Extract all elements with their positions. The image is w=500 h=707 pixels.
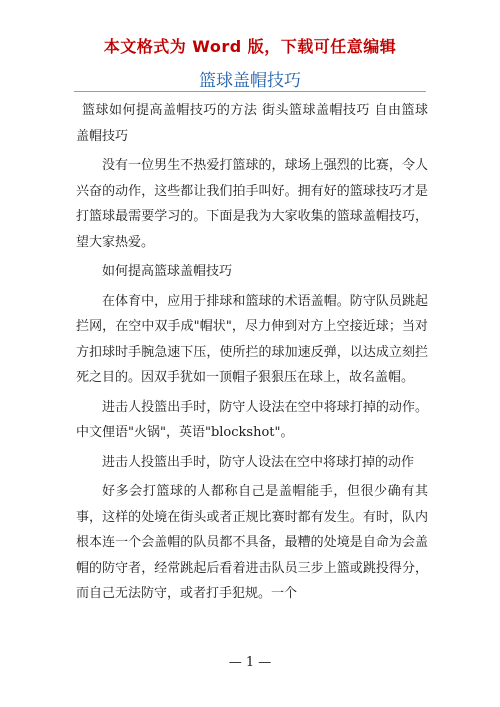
paragraph-discussion: 好多会打篮球的人都称自己是盖帽能手，但很少确有其事，这样的处境在街头或者正规比赛时都有发生。有时，队内根本连一个会盖帽的队员都不具备，最糟的处境是自命为会盖帽的防守者，经常跳起后看着进击队员三步上篮或跳投得分，而自己无法防守，或者打手犯规。一个 [76,484,428,601]
document-body [76,98,428,607]
paragraph-slang: 进击人投篮出手时，防守人设法在空中将球打掉的动作。中文俚语"火锅"，英语"blockshot"。 [76,399,428,440]
title-underline [74,91,426,92]
paragraph-definition: 在体育中，应用于排球和篮球的术语盖帽。防守队员跳起拦网，在空中双手成"帽状"，尽力伸到对方上空接近球；当对方扣球时手腕急速下压，使所拦的球加速反弹，以达成立刻拦死之目的。因双手犹如一顶帽子狠狠压在球上，故名盖帽。 [76,293,428,385]
paragraph-intro: 没有一位男生不热爱打篮球的，球场上强烈的比赛，令人兴奋的动作，这些都让我们拍手叫好。拥有好的篮球技巧才是打篮球最需要学习的。下面是我为大家收集的篮球盖帽技巧，望大家热爱。 [76,158,428,250]
paragraph-subheading: 如何提高篮球盖帽技巧 [102,264,233,279]
paragraph-repeat: 进击人投篮出手时，防守人设法在空中将球打掉的动作 [102,454,415,470]
document-title: 篮球盖帽技巧 [199,71,301,91]
page-number: — 1 — [228,655,272,670]
word-format-banner: 本文格式为 Word 版，下载可任意编辑 [103,37,397,56]
paragraph-keywords: 篮球如何提高盖帽技巧的方法 街头篮球盖帽技巧 自由篮球盖帽技巧 [76,103,428,144]
